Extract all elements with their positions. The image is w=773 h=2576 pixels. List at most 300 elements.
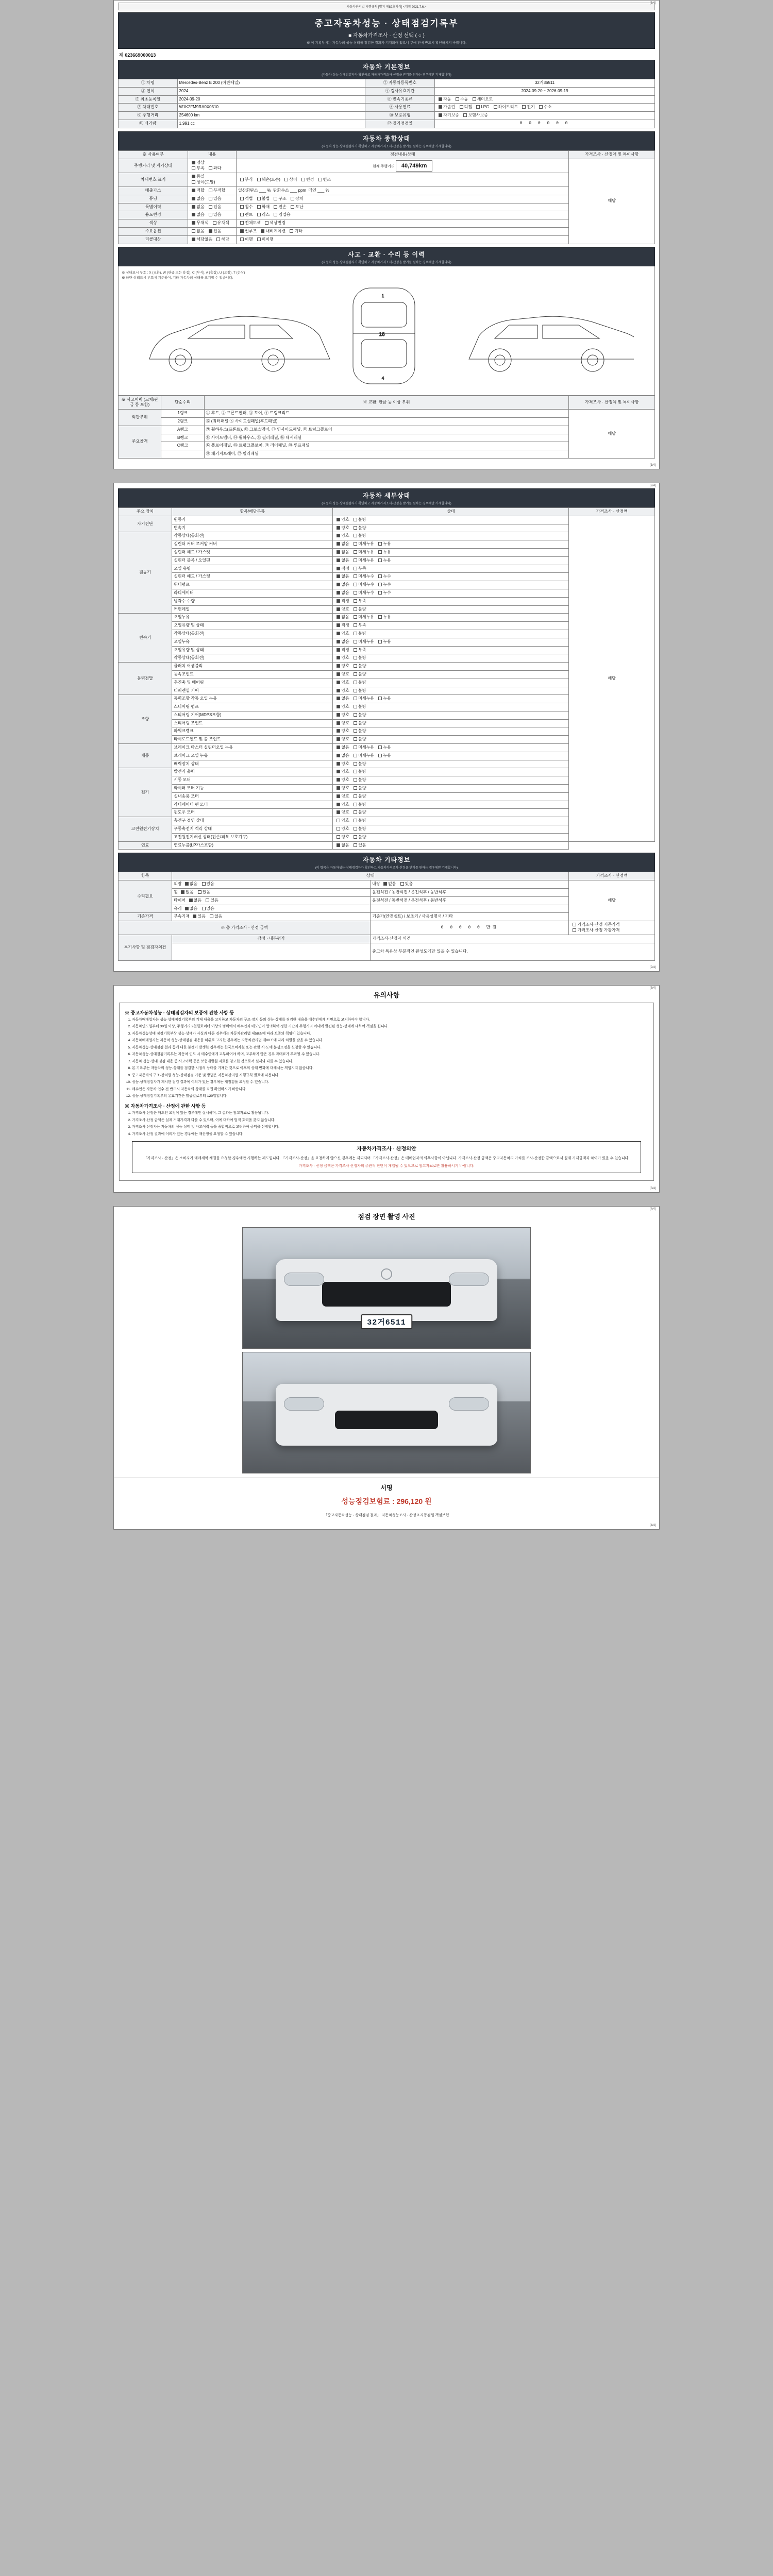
col-usage: ※ 사용여부: [119, 150, 188, 159]
checkbox-none[interactable]: 없음: [334, 558, 349, 564]
group-steering: 조향: [119, 695, 172, 744]
checkbox-good[interactable]: 양호: [334, 818, 349, 824]
rank-1-label: 1랭크: [161, 410, 204, 418]
checkbox-transmission-manual[interactable]: 수동: [453, 97, 468, 103]
checkbox-options-yes[interactable]: 있음: [207, 229, 221, 234]
table-header-row: [119, 150, 655, 159]
field-label-displacement: ⑪ 배기량: [119, 120, 178, 128]
item-block-oilpan: 실린더 블록 / 오일팬: [172, 556, 333, 565]
item-head-gasket: 실린더 헤드 / 가스켓: [172, 548, 333, 556]
checkbox-good[interactable]: 양호: [334, 794, 349, 800]
item-trans-diag: 변속기: [172, 524, 333, 532]
checkbox-minor-leak[interactable]: 미세누유: [351, 745, 374, 751]
status-fuel-leak: [333, 841, 569, 850]
checkbox-bad[interactable]: 불량: [351, 655, 366, 661]
item-blower-motor: 실내송풍 모터: [172, 792, 333, 801]
checkbox-good[interactable]: 양호: [334, 607, 349, 613]
checkbox-good[interactable]: 양호: [334, 835, 349, 840]
checkbox-tuning-none[interactable]: 없음: [190, 196, 204, 202]
row-label-mileage-meter: 주행거리 및 계기상태: [119, 159, 188, 173]
checkbox-good[interactable]: 양호: [334, 826, 349, 832]
checkbox-good[interactable]: 양호: [334, 655, 349, 661]
checkbox-bad[interactable]: 불량: [351, 826, 366, 832]
status-power-steering-leak: [333, 695, 569, 703]
row-label-emission: 배출가스: [119, 187, 188, 195]
page-number-1: (1/4): [649, 2, 656, 5]
brand-emblem-icon: [381, 1268, 392, 1280]
field-label-carname: ① 차명: [119, 79, 178, 88]
item-engine-diag: 원동기: [172, 516, 333, 524]
checkbox-minor-leak[interactable]: 미세누유: [351, 558, 374, 564]
checkbox-leak[interactable]: 누유: [376, 639, 391, 645]
checkbox-interior-none[interactable]: 없음: [381, 882, 396, 887]
checkbox-recall-yes[interactable]: 해당: [214, 237, 229, 243]
checkbox-color-chromatic[interactable]: 유채색: [211, 221, 229, 226]
checkbox-adequate[interactable]: 적정: [334, 623, 349, 629]
checkbox-none[interactable]: 없음: [334, 582, 349, 588]
status-hv-wiring: [333, 833, 569, 841]
checkbox-vin-diff[interactable]: 상이: [282, 177, 297, 183]
section-overall-sub: (자동차 성능·상태점검자가 확인하고 자동차가격조사·산정을 받기를 원하는 경우에만 기재합니다): [322, 145, 451, 148]
checkbox-good[interactable]: 양호: [334, 680, 349, 686]
field-value-checkdate: 0 0 0 0 0 0: [435, 120, 655, 128]
field-value-displacement: 1,991 cc: [177, 120, 365, 128]
checkbox-emission-fail[interactable]: 부적합: [207, 188, 225, 194]
checkbox-insufficient[interactable]: 부족: [351, 599, 366, 604]
checkbox-vin-other[interactable]: 상이(도말): [190, 180, 215, 185]
checkbox-good[interactable]: 양호: [334, 721, 349, 726]
status-tie-rod-end: [333, 736, 569, 744]
checkbox-bad[interactable]: 불량: [351, 761, 366, 767]
checkbox-good[interactable]: 양호: [334, 704, 349, 710]
checkbox-good[interactable]: 양호: [334, 533, 349, 539]
svg-text:16: 16: [379, 331, 385, 337]
item-wiper-motor: 와이퍼 모터 기능: [172, 785, 333, 793]
checkbox-bad[interactable]: 불량: [351, 802, 366, 808]
checkbox-recall-notdone[interactable]: 미이행: [255, 237, 274, 243]
checkbox-bad[interactable]: 불량: [351, 818, 366, 824]
checkbox-good[interactable]: 양호: [334, 777, 349, 783]
checkbox-tire-none[interactable]: 없음: [187, 898, 201, 904]
checkbox-good[interactable]: 양호: [334, 713, 349, 718]
table-row: [119, 943, 655, 960]
table-row: [119, 95, 655, 104]
car-damage-diagram: [139, 282, 634, 390]
checkbox-vin-changed[interactable]: 변경: [299, 177, 314, 183]
col-detail-price: 가격조사 · 산정액: [569, 507, 655, 516]
checkbox-minor-seepage[interactable]: 미세누수: [351, 574, 374, 580]
document-subtitle: ■ 자동차가격조사 · 산정 선택 ( ○ ): [348, 33, 425, 39]
col-price-note: 가격조사 · 산정액 및 특이사항: [569, 150, 655, 159]
col-accident-history: ※ 사고이력 (교체/판금 등 포함): [119, 396, 161, 410]
checkbox-leak[interactable]: 누유: [376, 615, 391, 620]
checkbox-bad[interactable]: 불량: [351, 526, 366, 531]
checkbox-bad[interactable]: 불량: [351, 713, 366, 718]
checkbox-mileage-high[interactable]: 과다: [207, 166, 221, 172]
row-detail-color: [237, 219, 569, 228]
page-1-footer: (1/4): [649, 463, 656, 467]
checkbox-tuning-illegal[interactable]: 불법: [255, 196, 270, 202]
checkbox-adequate[interactable]: 적정: [334, 566, 349, 572]
checkbox-bad[interactable]: 불량: [351, 794, 366, 800]
checkbox-none[interactable]: 없음: [334, 696, 349, 702]
emission-hc: 탄화수소 ___ ppm: [273, 188, 307, 193]
checkbox-good[interactable]: 양호: [334, 761, 349, 767]
checkbox-bad[interactable]: 불량: [351, 704, 366, 710]
checkbox-usechange-none[interactable]: 없음: [190, 212, 204, 218]
declaration-body: 「가격조사 · 산정」은 소비자가 매매계약 체결을 요청할 경우에만 시행하는 제도입니다. 「가격조사·산정」을 요청하지 않으신 경우에는 제외되며 「가격조사·산정」은 매매업자의 의무사항이 아닙니다. 가격조사·산정 금액은 중고자동차의 가치를 조사·산정한 금액으로서 실제 거래금액과 차이가 있을 수 있습니다.: [143, 1157, 630, 1161]
status-engine-diag: [333, 516, 569, 524]
checkbox-good[interactable]: 양호: [334, 737, 349, 742]
checkbox-bad[interactable]: 불량: [351, 664, 366, 669]
row-opts-history: [188, 203, 237, 211]
checkbox-tuning-yes[interactable]: 있음: [207, 196, 221, 202]
field-value-plateno: 32거36511: [435, 79, 655, 88]
list-item: 5. 자동차성능·상태점검 결과 등에 대한 분쟁이 발생한 경우에는 한국소비자원 또는 관할 시·도에 분쟁조정을 신청할 수 있습니다.: [132, 1045, 648, 1051]
item-steering-joint: 스티어링 조인트: [172, 719, 333, 727]
group-base-price: 기준가격: [119, 913, 172, 921]
col-other-price: 가격조사 · 산정액: [569, 872, 655, 880]
checkbox-warranty-insurer[interactable]: 보험사보증: [461, 113, 488, 118]
rear-bumper-image: [335, 1411, 438, 1429]
item-tire-positions: 운전석전 / 동반석전 / 운전석후 / 동반석후: [371, 896, 569, 905]
checkbox-usechange-commercial[interactable]: 영업용: [272, 212, 290, 218]
checkbox-none[interactable]: 없음: [334, 550, 349, 555]
memo-head-1: 감정 · 내부평가: [172, 935, 371, 943]
page-4-footer: (4/4): [649, 1524, 656, 1528]
status-window-motor: [333, 809, 569, 817]
item-engine-idle: 작동상태(공회전): [172, 532, 333, 540]
checkbox-bad[interactable]: 불량: [351, 607, 366, 613]
checkbox-insufficient[interactable]: 부족: [351, 648, 366, 653]
memo-head-2: 가격조사·산정자 의견: [371, 935, 655, 943]
rank-extra-label: [161, 450, 204, 459]
field-label-fuel: ⑧ 사용연료: [365, 104, 434, 112]
page-4: [113, 1206, 660, 1530]
section-other-header: [118, 853, 655, 872]
group-powertrain: 동력전달: [119, 663, 172, 695]
checkbox-bad[interactable]: 불량: [351, 810, 366, 816]
checkbox-accessory-yes[interactable]: 있음: [191, 914, 205, 920]
status-block-oilpan: [333, 556, 569, 565]
checkbox-minor-leak[interactable]: 미세누유: [351, 541, 374, 547]
checkbox-none[interactable]: 없음: [334, 574, 349, 580]
checkbox-history-theft[interactable]: 도난: [289, 205, 303, 210]
checkbox-transmission-semi[interactable]: 세미오토: [470, 97, 493, 103]
checkbox-adequate[interactable]: 적정: [334, 599, 349, 604]
checkbox-warranty-self[interactable]: 자기보증: [436, 113, 459, 118]
declaration-warning: 가격조사 · 산정 금액은 가격조사 산정자의 주관적 판단이 개입될 수 있으므로 참고자료로만 활용하시기 바랍니다.: [298, 1164, 475, 1168]
item-mt-oil-leak: 오일누유: [172, 638, 333, 646]
page-2-footer: (2/4): [649, 965, 656, 969]
item-cv-joint: 등속조인트: [172, 670, 333, 679]
emission-smoke: 매연 ___ %: [308, 188, 329, 193]
status-at-oil-leak: [333, 614, 569, 622]
checkbox-bad[interactable]: 불량: [351, 835, 366, 840]
section-other-sub: (이 항목은 자동차성능·상태점검자가 확인하고 자동차가격조사·산정을 받기를 원하는 경우에만 기재합니다): [315, 867, 458, 870]
checkbox-history-yes[interactable]: 있음: [207, 205, 221, 210]
checkbox-none[interactable]: 없음: [334, 615, 349, 620]
list-item: 9. 중고자동차의 구조·장치별 성능·상태점검 기준 및 방법은 자동차관리법 시행규칙 별표에 따릅니다.: [132, 1073, 648, 1079]
table-row: [119, 935, 655, 943]
status-trans-diag: [333, 524, 569, 532]
accident-price-note: 해당: [569, 410, 655, 459]
checkbox-bad[interactable]: 불량: [351, 786, 366, 791]
rank-2-label: 2랭크: [161, 417, 204, 426]
checkbox-vin-corrosion[interactable]: 부식: [238, 177, 253, 183]
checkbox-good[interactable]: 양호: [334, 728, 349, 734]
status-water-pump: [333, 581, 569, 589]
list-item: 7. 자동차 성능·상태 점검 내용 중 사고이력 등은 보험개발원 자료를 참고한 것으로서 실제와 다를 수 있습니다.: [132, 1059, 648, 1065]
status-head-gasket-coolant: [333, 573, 569, 581]
checkbox-bad[interactable]: 불량: [351, 769, 366, 775]
checkbox-good[interactable]: 양호: [334, 631, 349, 637]
checkbox-leak[interactable]: 누유: [376, 696, 391, 702]
item-wheel-positions: 운전석전 / 동반석전 / 운전석후 / 동반석후: [371, 889, 569, 897]
checkbox-bad[interactable]: 불량: [351, 680, 366, 686]
document-header: [118, 12, 655, 49]
checkbox-seepage[interactable]: 누수: [376, 582, 391, 588]
checkbox-options-navigation[interactable]: 내비게이션: [259, 229, 285, 234]
checkbox-usechange-rent[interactable]: 렌트: [238, 212, 253, 218]
status-master-cylinder: [333, 744, 569, 752]
checkbox-minor-leak[interactable]: 미세누유: [351, 639, 374, 645]
checkbox-minor-leak[interactable]: 미세누유: [351, 550, 374, 555]
checkbox-insufficient[interactable]: 부족: [351, 566, 366, 572]
checkbox-leak[interactable]: 누유: [376, 541, 391, 547]
checkbox-bad[interactable]: 불량: [351, 688, 366, 694]
checkbox-fuel-hybrid[interactable]: 하이브리드: [492, 105, 518, 110]
insurance-fee: [114, 1494, 659, 1511]
checkbox-color-achromatic[interactable]: 무채색: [190, 221, 208, 226]
checkbox-good[interactable]: 양호: [334, 526, 349, 531]
field-value-first-reg: 2024-09-20: [177, 95, 365, 104]
checkbox-good[interactable]: 양호: [334, 672, 349, 677]
checkbox-transmission-auto[interactable]: 자동: [436, 97, 451, 103]
checkbox-good[interactable]: 양호: [334, 664, 349, 669]
detail-condition-table: [118, 507, 655, 850]
item-hv-wiring: 고전원전기배선 상태(접손/피복 보호기구): [172, 833, 333, 841]
checkbox-history-fire[interactable]: 화재: [255, 205, 270, 210]
list-item: 3. 가격조사·산정자는 자동차의 성능·상태 및 사고이력 등을 종합적으로 고려하여 금액을 산정합니다.: [132, 1125, 648, 1130]
list-item: 6. 자동차성능·상태점검기록부는 자동차 인도 시 매수인에게 교부하여야 하며, 교부하지 않은 경우 과태료가 부과될 수 있습니다.: [132, 1052, 648, 1058]
other-price-note: 해당: [569, 880, 655, 921]
section-accident-sub: (자동차 성능·상태점검자가 확인하고 자동차가격조사·산정을 받기를 원하는 경우에만 기재합니다): [322, 261, 451, 264]
checkbox-good[interactable]: 양호: [334, 810, 349, 816]
page-number-2: (2/4): [649, 484, 656, 487]
row-opts-recall: [188, 235, 237, 244]
status-booster: [333, 760, 569, 768]
checkbox-leak[interactable]: 누유: [376, 558, 391, 564]
checkbox-good[interactable]: 양호: [334, 786, 349, 791]
checkbox-vin-damage[interactable]: 훼손(오손): [255, 177, 280, 183]
field-label-warranty: ⑩ 보증유형: [365, 112, 434, 120]
row-opts-options: [188, 228, 237, 236]
checkbox-accessory-none[interactable]: 없음: [208, 914, 222, 920]
page-3: [113, 985, 660, 1193]
checkbox-good[interactable]: 양호: [334, 688, 349, 694]
checkbox-bad[interactable]: 불량: [351, 777, 366, 783]
checkbox-bad[interactable]: 불량: [351, 728, 366, 734]
checkbox-good[interactable]: 양호: [334, 802, 349, 808]
checkbox-wheel-none[interactable]: 없음: [179, 890, 193, 895]
checkbox-price-base[interactable]: 가격조사·산정 기준가격: [570, 922, 619, 928]
checkbox-minor-leak[interactable]: 미세누유: [351, 615, 374, 620]
col-part-header: ※ 교환, 판금 등 이상 부위: [204, 396, 569, 410]
car-rear-image: [276, 1384, 497, 1446]
overall-condition-table: [118, 150, 655, 244]
list-item: 4. 가격조사·산정 결과에 이의가 있는 경우에는 재산정을 요청할 수 있습니다.: [132, 1132, 648, 1138]
document-number-label: 제: [119, 53, 124, 58]
checkbox-insufficient[interactable]: 부족: [351, 623, 366, 629]
checkbox-interior-yes[interactable]: 있음: [398, 882, 413, 887]
item-differential: 디퍼렌셜 기어: [172, 687, 333, 695]
row-label-usechange: 용도변경: [119, 211, 188, 219]
checkbox-glass-none[interactable]: 없음: [183, 906, 197, 912]
checkbox-mileage-low[interactable]: 부족: [190, 166, 204, 172]
checkbox-none[interactable]: 없음: [334, 639, 349, 645]
checkbox-color-full-repaint[interactable]: 전체도색: [238, 221, 261, 226]
checkbox-vin-forged[interactable]: 변조: [316, 177, 331, 183]
group-fuel: 연료: [119, 841, 172, 850]
total-price-label: ※ 총 가격조사 · 산정 금액: [119, 921, 371, 935]
rank-2-parts: ⑤ (쿼터패널 ⑥ 사이드실패널(후드패널): [204, 417, 569, 426]
checkbox-exterior-none[interactable]: 없음: [183, 882, 197, 887]
checkbox-history-total-loss[interactable]: 전손: [272, 205, 286, 210]
item-starter-motor: 시동 모터: [172, 776, 333, 785]
checkbox-good[interactable]: 양호: [334, 769, 349, 775]
checkbox-none[interactable]: 없음: [334, 590, 349, 596]
row-label-color: 색상: [119, 219, 188, 228]
field-value-transmission: [435, 95, 655, 104]
checkbox-minor-leak[interactable]: 미세누유: [351, 753, 374, 759]
status-mt-oil-level: [333, 646, 569, 654]
checkbox-fuel-gasoline[interactable]: 가솔린: [436, 105, 455, 110]
item-radiator-fan-motor: 라디에이터 팬 모터: [172, 801, 333, 809]
checkbox-options-etc[interactable]: 기타: [288, 229, 302, 234]
field-value-year: 2024: [177, 87, 365, 95]
checkbox-tuning-device[interactable]: 장치: [289, 196, 303, 202]
rank-frame-label: 주요골격: [119, 426, 161, 458]
checkbox-tuning-structure[interactable]: 구조: [272, 196, 286, 202]
checkbox-none[interactable]: 없음: [334, 843, 349, 849]
checkbox-fuel-lpg[interactable]: LPG: [474, 105, 489, 110]
grille-image: [322, 1282, 451, 1307]
checkbox-glass-yes[interactable]: 있음: [200, 906, 214, 912]
checkbox-tuning-legal[interactable]: 적법: [238, 196, 253, 202]
checkbox-leak[interactable]: 누유: [376, 745, 391, 751]
status-at-oil-level: [333, 622, 569, 630]
row-opts-color: [188, 219, 237, 228]
checkbox-recall-na[interactable]: 해당없음: [190, 237, 212, 243]
checkbox-good[interactable]: 양호: [334, 517, 349, 523]
field-label-first-reg: ⑤ 최초등록일: [119, 95, 178, 104]
checkbox-none[interactable]: 없음: [334, 753, 349, 759]
checkbox-bad[interactable]: 불량: [351, 631, 366, 637]
checkbox-tire-yes[interactable]: 있음: [204, 898, 218, 904]
checkbox-none[interactable]: 없음: [334, 541, 349, 547]
item-head-gasket-coolant: 실린더 헤드 / 가스켓: [172, 573, 333, 581]
checkbox-seepage[interactable]: 누수: [376, 590, 391, 596]
list-item: 3. 자동차성능상태 점검기록부상 성능·상태가 사실과 다른 경우에는 자동차관리법 제58조에 따라 보증의 책임이 있습니다.: [132, 1031, 648, 1037]
checkbox-fuel-hydrogen[interactable]: 수소: [537, 105, 551, 110]
field-label-checkdate: ⑫ 정기점검일: [365, 120, 434, 128]
mileage-unit: km: [194, 113, 200, 118]
checkbox-yes[interactable]: 있음: [351, 843, 366, 849]
status-drive-battery: [333, 825, 569, 834]
checkbox-bad[interactable]: 불량: [351, 533, 366, 539]
checkbox-minor-leak[interactable]: 미세누유: [351, 696, 374, 702]
table-row: [119, 87, 655, 95]
checkbox-bad[interactable]: 불량: [351, 737, 366, 742]
checkbox-none[interactable]: 없음: [334, 745, 349, 751]
page-2: [113, 483, 660, 972]
row-label-history: 특별이력: [119, 203, 188, 211]
checkbox-bad[interactable]: 불량: [351, 672, 366, 677]
item-at-operation: 작동상태(공회전): [172, 630, 333, 638]
status-coolant-level: [333, 597, 569, 605]
list-item: 12. 성능·상태점검기록부의 유효기간은 발급일로부터 120일입니다.: [132, 1094, 648, 1099]
checkbox-options-none[interactable]: 없음: [190, 229, 204, 234]
checkbox-minor-seepage[interactable]: 미세누수: [351, 590, 374, 596]
checkbox-price-adjust[interactable]: 가격조사·산정 가감가격: [570, 928, 619, 934]
basic-info-table: [118, 79, 655, 128]
rank-b-parts: ⑬ 사이드멤버, ⑭ 휠하우스, ⑮ 필러패널, ⑯ 대시패널: [204, 434, 569, 442]
checkbox-exterior-yes[interactable]: 있음: [200, 882, 214, 887]
checkbox-vin-same[interactable]: 동일: [190, 174, 204, 180]
checkbox-color-changed[interactable]: 색상변경: [263, 221, 285, 226]
checkbox-usechange-yes[interactable]: 있음: [207, 212, 221, 218]
status-mt-operation: [333, 654, 569, 663]
checkbox-mileage-normal[interactable]: 정상: [190, 160, 204, 166]
status-starter-motor: [333, 776, 569, 785]
checkbox-fuel-diesel[interactable]: 디젤: [458, 105, 472, 110]
checkbox-seepage[interactable]: 누수: [376, 574, 391, 580]
section-overall-header: [118, 131, 655, 150]
section-accident-header: [118, 247, 655, 266]
table-row: [119, 112, 655, 120]
checkbox-bad[interactable]: 불량: [351, 517, 366, 523]
checkbox-options-sunroof[interactable]: 썬루프: [238, 229, 257, 234]
item-drive-battery: 구동축전지 격리 상태: [172, 825, 333, 834]
checkbox-leak[interactable]: 누유: [376, 550, 391, 555]
declaration-box: [132, 1141, 641, 1173]
checkbox-bad[interactable]: 불량: [351, 721, 366, 726]
checkbox-history-none[interactable]: 없음: [190, 205, 204, 210]
table-row: [119, 79, 655, 88]
checkbox-usechange-lease[interactable]: 리스: [255, 212, 270, 218]
field-label-mileage: ⑨ 주행거리: [119, 112, 178, 120]
insurance-fee-value: 296,120 원: [396, 1497, 432, 1506]
checkbox-history-flood[interactable]: 침수: [238, 205, 253, 210]
col-accident-price-note: 가격조사 · 산정액 및 특이사항: [569, 396, 655, 410]
item-master-cylinder: 브레이크 마스터 실린더오일 누유: [172, 744, 333, 752]
table-header-row: [119, 396, 655, 410]
checkbox-fuel-electric[interactable]: 전기: [520, 105, 534, 110]
checkbox-minor-seepage[interactable]: 미세누수: [351, 582, 374, 588]
checkbox-leak[interactable]: 누유: [376, 753, 391, 759]
table-row: [119, 880, 655, 889]
row-detail-history: [237, 203, 569, 211]
item-alternator: 발전기 출력: [172, 768, 333, 776]
status-steering-gear: [333, 711, 569, 719]
document-number-value: 023669000013: [125, 53, 156, 58]
checkbox-wheel-yes[interactable]: 있음: [196, 890, 210, 895]
checkbox-adequate[interactable]: 적정: [334, 648, 349, 653]
checkbox-recall-done[interactable]: 이행: [238, 237, 253, 243]
item-power-crank: 파워크랭크: [172, 727, 333, 736]
checkbox-emission-pass[interactable]: 적합: [190, 188, 204, 194]
